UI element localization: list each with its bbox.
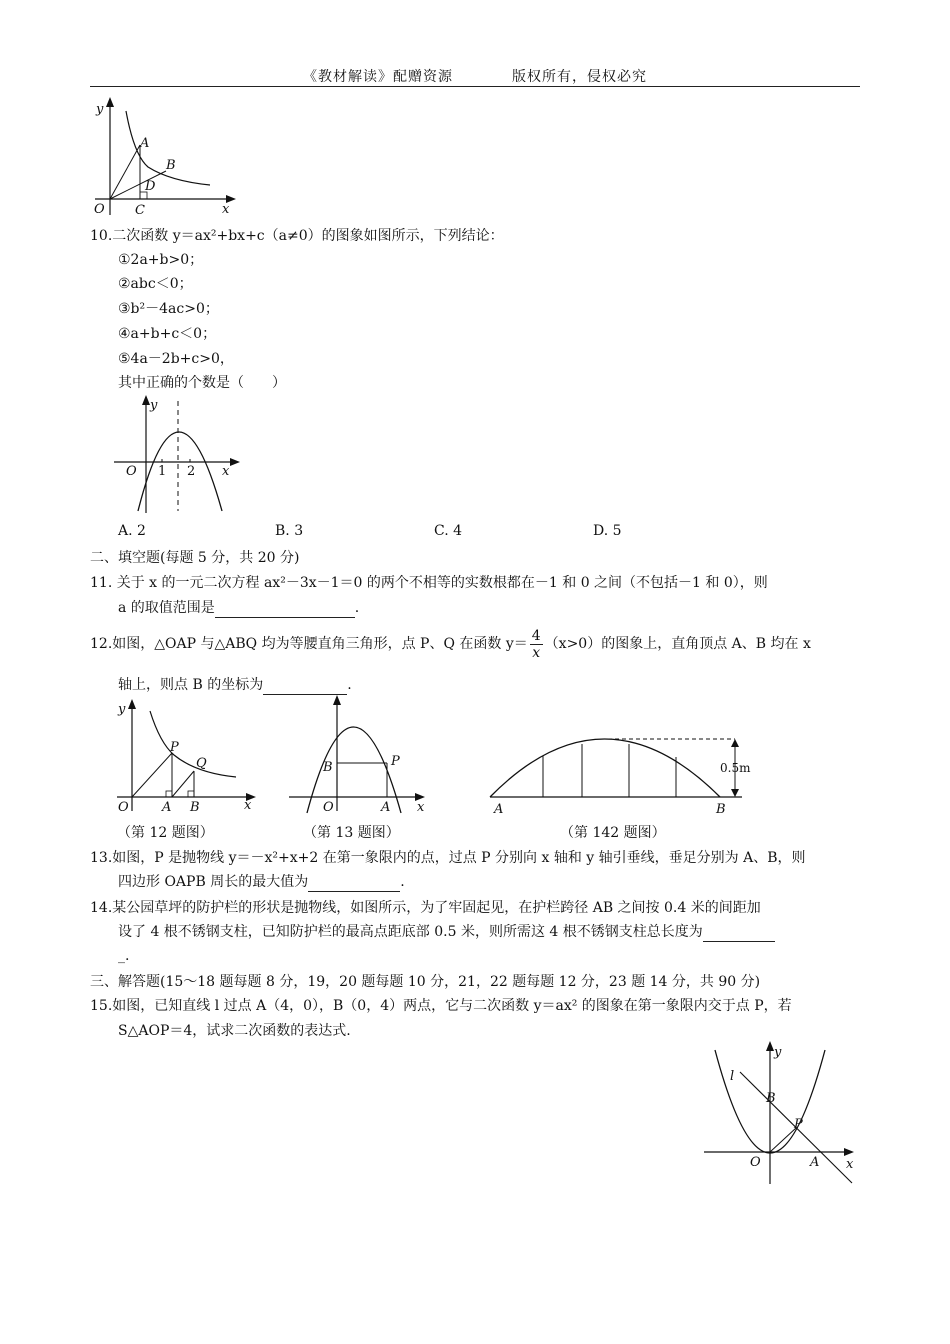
label-P: P [170, 740, 179, 755]
arrow-bottom [731, 789, 739, 797]
label-l: l [730, 1069, 735, 1084]
label-tick-2: 2 [187, 464, 196, 479]
hyperbola [150, 711, 236, 777]
caption-fig12: （第 12 题图） [117, 825, 214, 841]
figure-q13 [285, 693, 435, 817]
y-arrow [128, 699, 136, 709]
label-x: x [846, 1157, 854, 1172]
label-x: x [222, 464, 230, 479]
section-3-title: 三、解答题(15～18 题每题 8 分，19，20 题每题 10 分，21，22 题每题 12 分，23 题 14 分，共 90 分) [90, 974, 761, 990]
figure-q10 [110, 393, 250, 518]
label-B: B [716, 802, 726, 817]
label-O: O [118, 800, 129, 815]
figure-q15 [700, 1038, 865, 1188]
label-A: A [810, 1155, 820, 1170]
label-D: D [145, 179, 156, 194]
q12-end: . [347, 677, 352, 693]
y-arrow [106, 97, 114, 107]
label-Q: Q [196, 756, 207, 771]
q13-line-1: 13.如图，P 是抛物线 y＝－x²+x+2 在第一象限内的点，过点 P 分别向 x 轴和 y 轴引垂线，垂足分别为 A、B，则 [90, 850, 806, 866]
q14-line-2 [118, 922, 775, 942]
caption-fig14: （第 142 题图） [560, 825, 666, 841]
label-y: y [774, 1045, 782, 1060]
q12-frac-den: x [532, 644, 541, 661]
right-angle-B [188, 791, 194, 797]
y-arrow [333, 695, 341, 705]
q15-line-1: 15.如图，已知直线 l 过点 A（4，0），B（0，4）两点，它与二次函数 y＝ax² 的图象在第一象限内交于点 P，若 [90, 998, 792, 1014]
q10-ask: 其中正确的个数是（ ） [118, 375, 286, 391]
q12-frac-num: 4 [531, 627, 541, 644]
figure-q14 [480, 725, 760, 817]
q11-line-2 [118, 598, 359, 618]
y-arrow [766, 1041, 774, 1051]
label-O: O [94, 202, 105, 217]
label-O: O [323, 800, 334, 815]
q14-line-1: 14.某公园草坪的防护栏的形状是抛物线，如图所示，为了牢固起见，在护栏跨径 AB 之间按 0.4 米的间距加 [90, 900, 761, 916]
y-arrow [142, 395, 150, 405]
arrow-top [731, 739, 739, 747]
q12-text: 轴上，则点 B 的坐标为 [118, 677, 264, 693]
q14-answer-blank[interactable] [703, 927, 775, 942]
q12-line-2 [118, 675, 352, 695]
label-A: A [381, 800, 391, 815]
label-P: P [391, 754, 400, 769]
label-x: x [222, 202, 230, 217]
q10-item-1: ①2a+b>0； [118, 252, 204, 268]
arch [490, 739, 720, 797]
label-B: B [190, 800, 200, 815]
header-left: 《教材解读》配赠资源 [303, 69, 454, 85]
label-x: x [417, 800, 425, 815]
q10-option-a: A. 2 [118, 523, 146, 539]
label-O: O [750, 1155, 761, 1170]
section-2-title: 二、填空题(每题 5 分，共 20 分) [90, 550, 300, 566]
q10-option-c: C. 4 [434, 523, 463, 539]
label-A: A [140, 136, 150, 151]
q10-item-5: ⑤4a－2b+c>0， [118, 351, 234, 367]
x-arrow [844, 1148, 854, 1156]
q13-answer-blank[interactable] [308, 877, 400, 892]
label-B: B [323, 760, 333, 775]
q14-text: 设了 4 根不锈钢支柱，已知防护栏的最高点距底部 0.5 米，则所需这 4 根不锈钢支柱总长度为 [118, 924, 703, 940]
segment-OB [110, 171, 166, 199]
figure-q12 [112, 697, 262, 817]
q10-item-3: ③b²－4ac>0； [118, 301, 219, 317]
label-tick-1: 1 [158, 464, 167, 479]
q13-line-2 [118, 872, 405, 892]
q11-text: a 的取值范围是 [118, 600, 215, 616]
q15-line-2: S△AOP＝4，试求二次函数的表达式. [118, 1023, 351, 1039]
q10-option-b: B. 3 [275, 523, 304, 539]
figure-top [90, 95, 240, 220]
label-y: y [150, 398, 158, 413]
q11-line-1: 11. 关于 x 的一元二次方程 ax²－3x－1＝0 的两个不相等的实数根都在－1 和 0 之间（不包括－1 和 0），则 [90, 575, 768, 591]
q11-end: . [354, 600, 360, 616]
segment-OP [770, 1128, 796, 1152]
segment-OP [132, 753, 172, 797]
segment-AQ [172, 771, 194, 797]
label-B: B [166, 158, 176, 173]
page-header [90, 66, 860, 86]
caption-fig13: （第 13 题图） [303, 825, 400, 841]
label-A: A [162, 800, 172, 815]
label-O: O [126, 464, 137, 479]
label-B: B [766, 1091, 776, 1106]
parabola [138, 432, 222, 511]
q12-fraction [530, 628, 543, 661]
q10-option-d: D. 5 [593, 523, 622, 539]
x-arrow [230, 458, 240, 466]
label-A: A [494, 802, 504, 817]
label-C: C [135, 203, 145, 218]
label-x: x [244, 798, 252, 813]
label-height: 0.5m [720, 761, 751, 775]
label-P: P [794, 1117, 803, 1132]
q13-end: . [400, 874, 405, 890]
q14-line-3: _. [118, 948, 130, 964]
q12-post: （x>0）的图象上，直角顶点 A、B 均在 x [544, 636, 811, 652]
header-rule [90, 86, 860, 87]
q12-pre: 12.如图，△OAP 与△ABQ 均为等腰直角三角形，点 P、Q 在函数 y＝ [90, 636, 528, 652]
q10-item-4: ④a+b+c＜0； [118, 326, 217, 342]
header-right: 版权所有，侵权必究 [511, 69, 647, 85]
segment-OA [110, 145, 140, 199]
label-y: y [118, 702, 126, 717]
right-angle-A [166, 791, 172, 797]
q10-stem: 10.二次函数 y＝ax²+bx+c（a≠0）的图象如图所示，下列结论： [90, 228, 504, 244]
q10-item-2: ②abc＜0； [118, 276, 193, 292]
q12-line-1 [90, 625, 811, 663]
q13-text: 四边形 OAPB 周长的最大值为 [118, 874, 309, 890]
q11-answer-blank[interactable] [215, 603, 355, 618]
label-y: y [96, 102, 104, 117]
